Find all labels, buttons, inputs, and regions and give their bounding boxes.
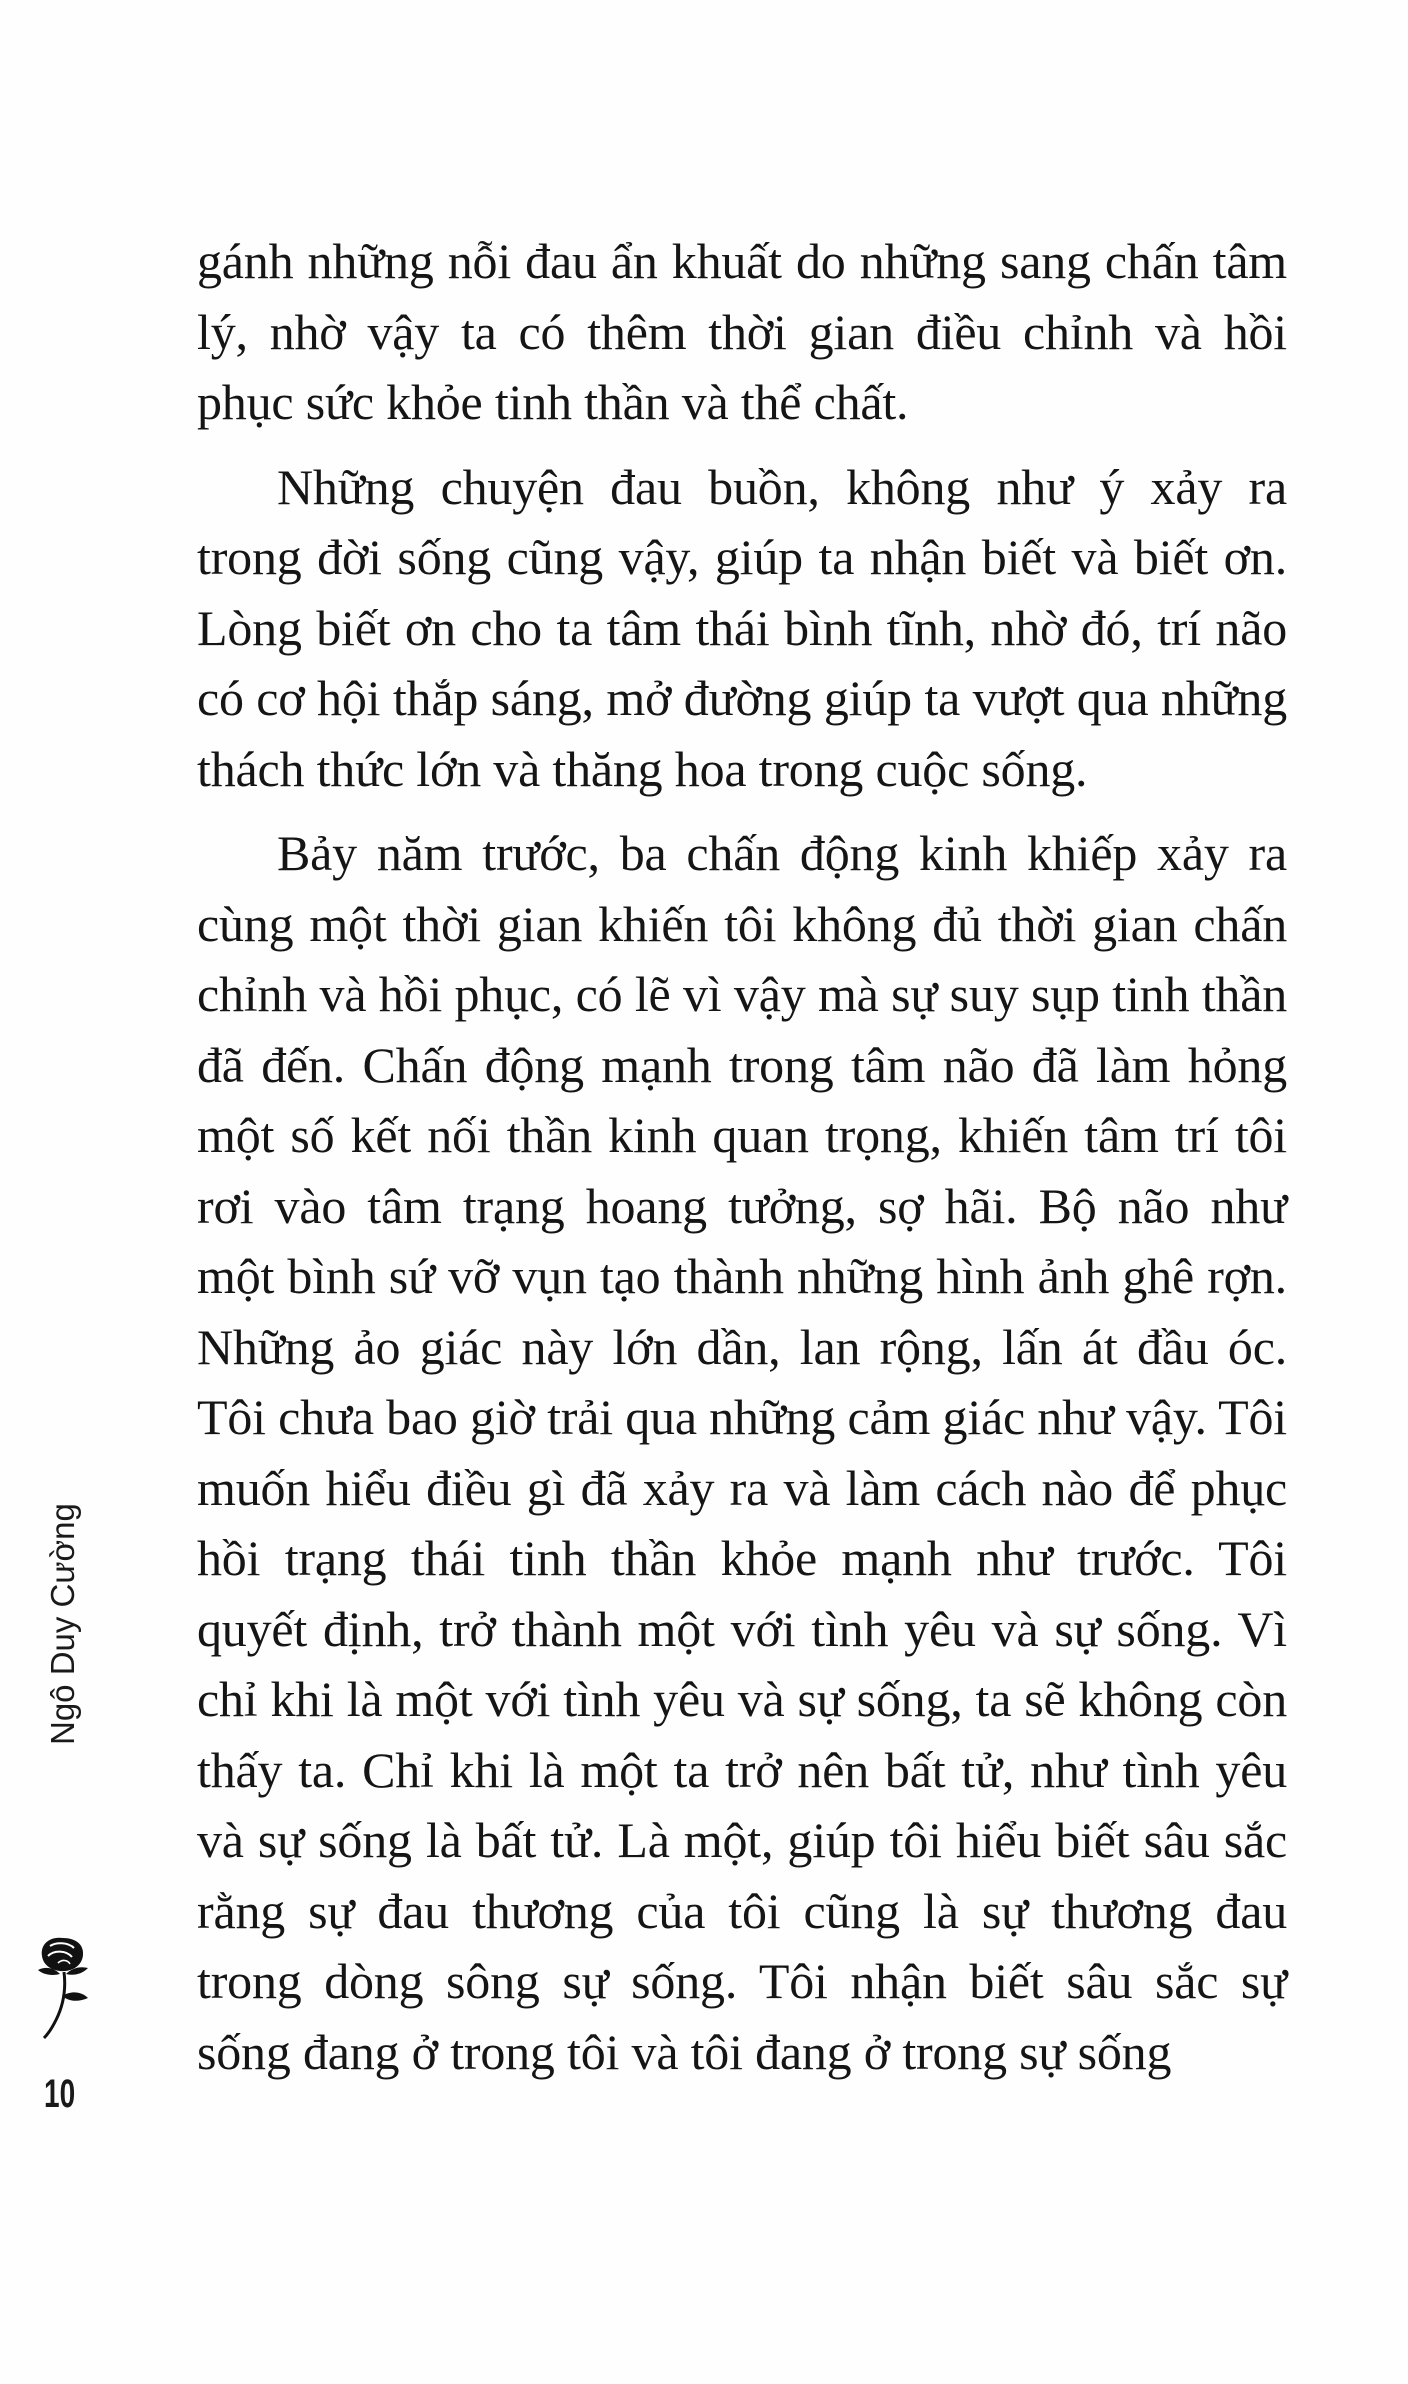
paragraph-seven-years-ago: Bảy năm trước, ba chấn động kinh khiếp xảy ra cùng một thời gian khiến tôi không đủ thời gian chấn chỉnh và hồi phục, có lẽ vì vậy mà sự suy sụp tinh thần đã đến. Chấn động mạnh trong tâm não đã làm hỏng một số kết nối thần kinh quan trọng, khiến tâm trí tôi rơi vào tâm trạng hoang tưởng, sợ hãi. Bộ não như một bình sứ vỡ vụn tạo thành những hình ảnh ghê rợn. Những ảo giác này lớn dần, lan rộng, lấn át đầu óc. Tôi chưa bao giờ trải qua những cảm giác như vậy. Tôi muốn hiểu điều gì đã xảy ra và làm cách nào để phục hồi trạng thái tinh thần khỏe mạnh như trước. Tôi quyết định, trở thành một với tình yêu và sự sống. Vì chỉ khi là một với tình yêu và sự sống, ta sẽ không còn thấy ta. Chỉ khi là một ta trở nên bất tử, như tình yêu và sự sống là bất tử. Là một, giúp tôi hiểu biết sâu sắc rằng sự đau thương của tôi cũng là sự thương đau trong dòng sông sự sống. Tôi nhận biết sâu sắc sự sống đang ở trong tôi và tôi đang ở trong sự sống xyxy=(197,825,1287,2080)
author-name: Ngô Duy Cường xyxy=(44,1503,81,1745)
rose-icon xyxy=(28,1930,98,2040)
page-number: 10 xyxy=(44,2072,76,2116)
paragraph-gratitude: Những chuyện đau buồn, không như ý xảy ra trong đời sống cũng vậy, giúp ta nhận biết và biết ơn. Lòng biết ơn cho ta tâm thái bình tĩnh, nhờ đó, trí não có cơ hội thắp sáng, mở đường giúp ta vượt qua những thách thức lớn và thăng hoa trong cuộc sống. xyxy=(197,458,1287,797)
body-text xyxy=(197,226,1287,2101)
paragraph-continuation: gánh những nỗi đau ẩn khuất do những sang chấn tâm lý, nhờ vậy ta có thêm thời gian điều chỉnh và hồi phục sức khỏe tinh thần và thể chất. xyxy=(197,233,1287,430)
